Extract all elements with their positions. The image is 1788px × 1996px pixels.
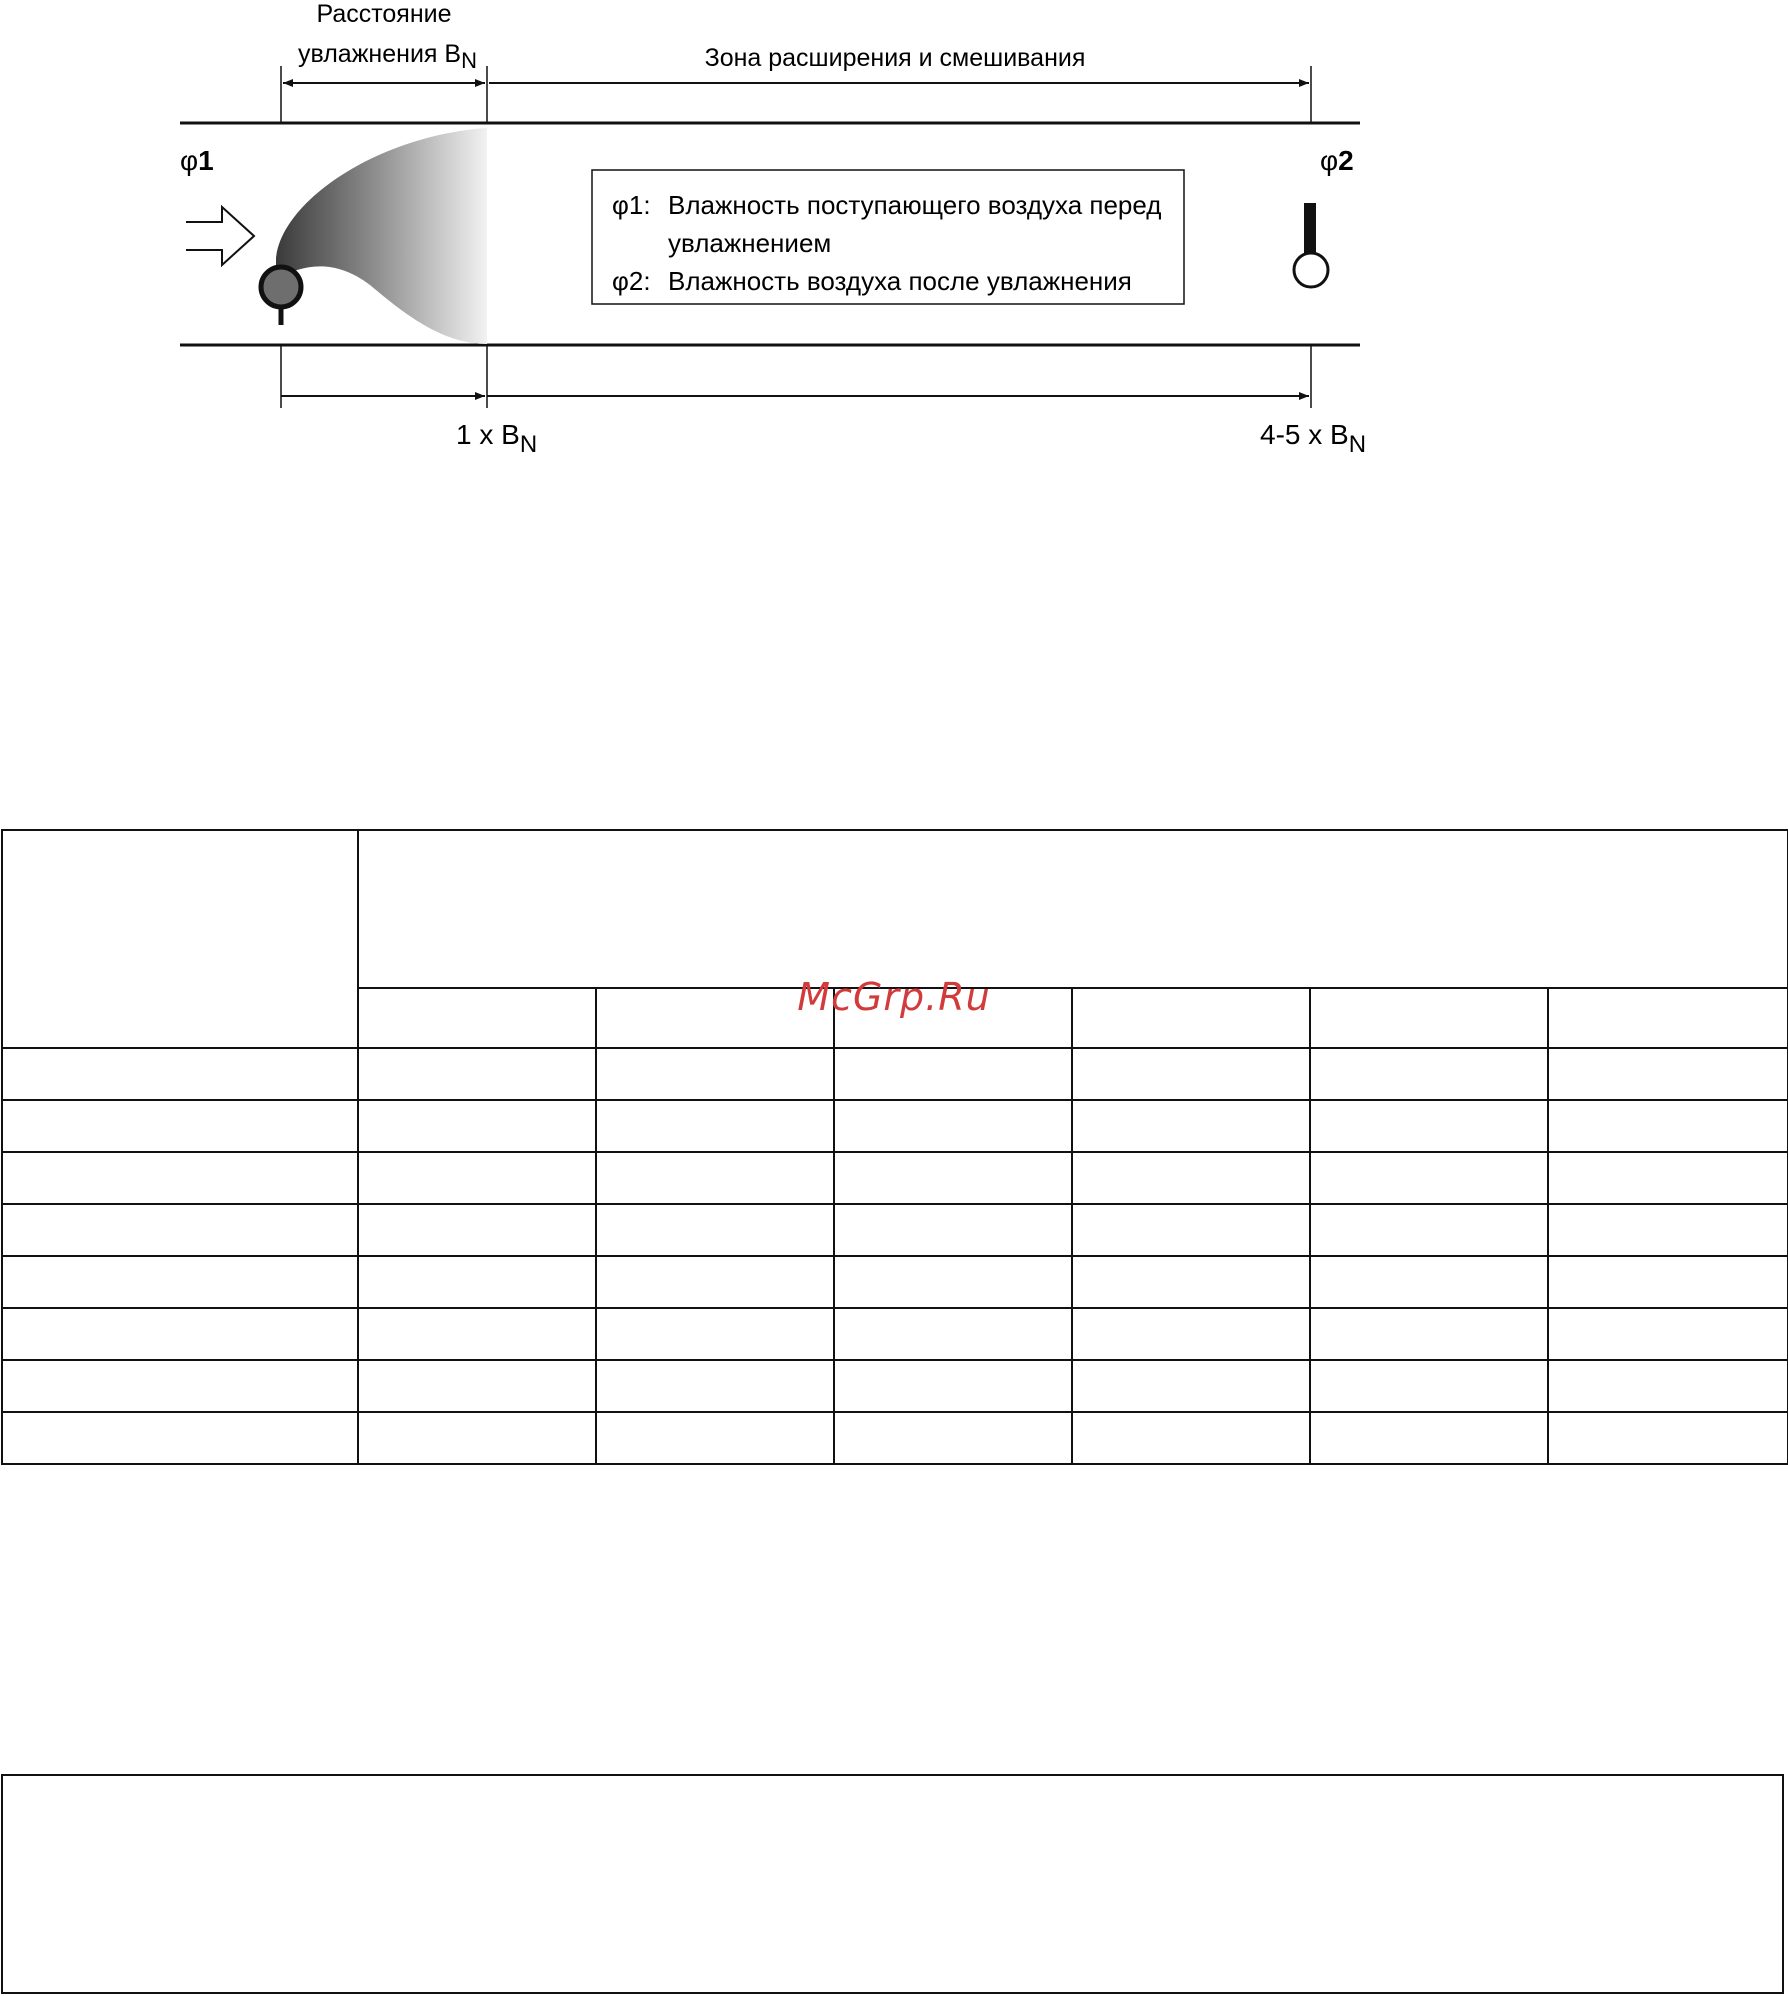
table-cell xyxy=(834,1412,1072,1464)
table-cell xyxy=(596,1256,834,1308)
table-cell xyxy=(596,1308,834,1360)
table-cell xyxy=(358,1256,596,1308)
table-cell xyxy=(1310,1308,1548,1360)
table-cell xyxy=(2,1152,358,1204)
table-cell xyxy=(358,1308,596,1360)
spray-plume xyxy=(276,128,487,344)
table-cell xyxy=(2,1308,358,1360)
legend-text-phi1: Влажность поступающего воздуха перед xyxy=(668,190,1162,220)
table-cell xyxy=(2,1412,358,1464)
table-cell xyxy=(1310,1360,1548,1412)
legend-text-phi1-cont: увлажнением xyxy=(668,228,832,258)
table-cell xyxy=(358,1152,596,1204)
humidity-sensor-icon xyxy=(1294,253,1328,287)
marker-45x-bn xyxy=(1260,419,1366,458)
note-box xyxy=(1,1774,1784,1994)
table-cell xyxy=(358,1412,596,1464)
table-cell xyxy=(1072,1256,1310,1308)
table-cell xyxy=(2,1048,358,1100)
marker-1x-text: 1 x B xyxy=(456,419,520,450)
table-cell xyxy=(834,1204,1072,1256)
sensor-probe xyxy=(1304,203,1316,253)
humidification-distance-diagram xyxy=(0,0,1788,470)
table-cell xyxy=(1072,1204,1310,1256)
table-cell xyxy=(1310,1152,1548,1204)
table-cell xyxy=(1548,1152,1788,1204)
table-cell xyxy=(1548,1204,1788,1256)
table-row xyxy=(2,1360,1788,1412)
table-cell xyxy=(834,1048,1072,1100)
table-cell xyxy=(1310,1048,1548,1100)
table-cell xyxy=(1548,1308,1788,1360)
table-cell xyxy=(834,1152,1072,1204)
distance-label-line1: Расстояние xyxy=(316,0,452,28)
table-cell xyxy=(1310,1204,1548,1256)
table-row xyxy=(2,1412,1788,1464)
table-cell xyxy=(358,1204,596,1256)
table-cell xyxy=(358,1360,596,1412)
nozzle-icon xyxy=(261,267,301,307)
distance-label-text: увлажнения B xyxy=(298,40,462,68)
zone-label: Зона расширения и смешивания xyxy=(704,44,1086,72)
legend-key-phi1: φ1: xyxy=(612,190,651,220)
table-cell xyxy=(1548,1412,1788,1464)
airflow-arrow-icon xyxy=(186,207,254,265)
table-cell xyxy=(358,1048,596,1100)
table-row xyxy=(2,1204,1788,1256)
table-row xyxy=(2,1152,1788,1204)
table-cell xyxy=(1072,1412,1310,1464)
legend-text-phi2: Влажность воздуха после увлажнения xyxy=(668,266,1132,296)
phi1-symbol: φ xyxy=(180,145,199,176)
data-table xyxy=(1,829,1788,1465)
watermark: McGrp.Ru xyxy=(797,975,991,1019)
table-cell xyxy=(596,1360,834,1412)
table-cell xyxy=(1548,1256,1788,1308)
marker-45x-subscript: N xyxy=(1348,431,1367,458)
table-cell xyxy=(596,1204,834,1256)
table-header-cell xyxy=(358,830,1788,988)
table-cell xyxy=(2,1204,358,1256)
table-cell xyxy=(1310,1256,1548,1308)
table-cell xyxy=(834,1360,1072,1412)
table-body xyxy=(2,1048,1788,1464)
table-cell xyxy=(596,1048,834,1100)
table-cell xyxy=(1072,1048,1310,1100)
table-cell xyxy=(1072,1152,1310,1204)
table-cell xyxy=(596,1100,834,1152)
table-cell xyxy=(358,1100,596,1152)
table-cell xyxy=(596,1412,834,1464)
table-cell xyxy=(834,1256,1072,1308)
phi1-label xyxy=(180,145,214,176)
table-cell xyxy=(834,1308,1072,1360)
table-row xyxy=(2,1048,1788,1100)
table-cell xyxy=(1072,1100,1310,1152)
phi2-number: 2 xyxy=(1338,145,1354,176)
phi2-symbol: φ xyxy=(1320,145,1339,176)
marker-45x-text: 4-5 x B xyxy=(1260,419,1349,450)
table-cell xyxy=(1548,1360,1788,1412)
marker-1x-subscript: N xyxy=(519,431,538,458)
table-cell xyxy=(1072,1360,1310,1412)
table-cell xyxy=(596,1152,834,1204)
table-header-row xyxy=(2,830,1788,988)
phi1-number: 1 xyxy=(198,145,214,176)
phi2-label xyxy=(1320,145,1354,176)
table-cell xyxy=(1548,1048,1788,1100)
table-cell xyxy=(1310,1100,1548,1152)
table-row xyxy=(2,1308,1788,1360)
table-cell xyxy=(2,1256,358,1308)
marker-1x-bn xyxy=(456,419,537,458)
table-cell xyxy=(2,1100,358,1152)
table-row xyxy=(2,1100,1788,1152)
table-cell xyxy=(1548,1100,1788,1152)
table-cell xyxy=(2,1360,358,1412)
table-cell xyxy=(1072,1308,1310,1360)
table-row xyxy=(2,1256,1788,1308)
distance-label-subscript: N xyxy=(461,48,477,73)
distance-label-line2 xyxy=(298,40,477,73)
legend-key-phi2: φ2: xyxy=(612,266,651,296)
table-cell xyxy=(1310,1412,1548,1464)
table-cell xyxy=(834,1100,1072,1152)
